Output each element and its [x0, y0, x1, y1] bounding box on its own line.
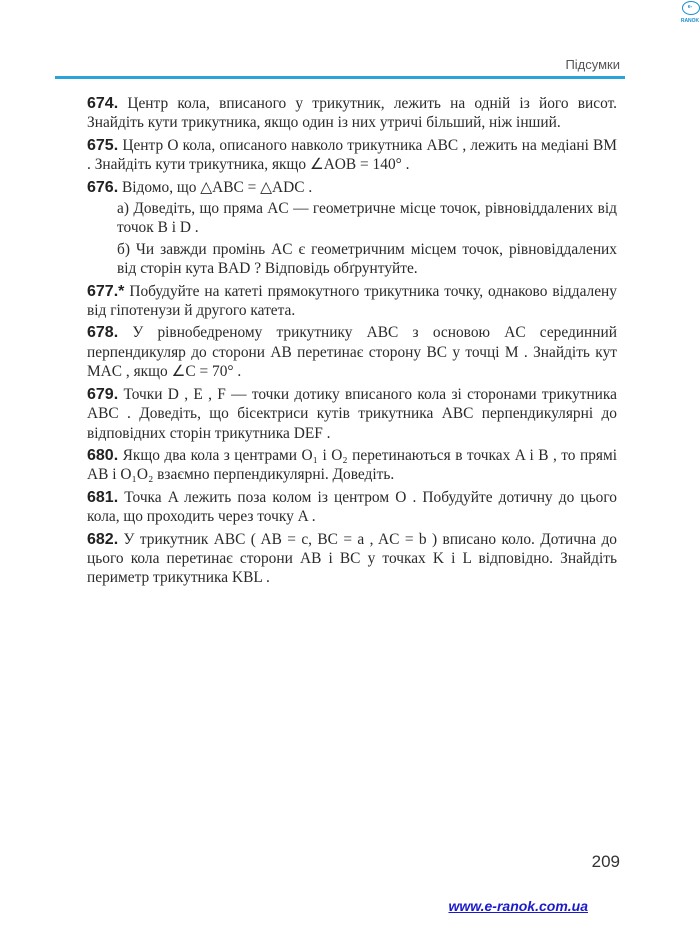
- problem-number: 679.: [87, 385, 119, 403]
- header-divider: [55, 76, 625, 79]
- problem-677: [87, 282, 617, 321]
- problem-text: Побудуйте на катеті прямокутного трикутника точку, однаково віддалену від гіпотенузи й другого катета.: [87, 282, 617, 320]
- section-title: Підсумки: [565, 57, 620, 72]
- problem-number: 681.: [87, 488, 119, 506]
- problem-number: 675.: [87, 136, 119, 154]
- problem-part-a: а) Доведіть, що пряма AC — геометричне місце точок, рівновіддалених від точок B і D .: [117, 200, 617, 237]
- problem-text: Точки D , E , F — точки дотику вписаного кола зі сторонами трикутника ABC . Доведіть, що бісектриси кутів трикутника ABC перпендикулярні до відповідних сторін трикутника DEF .: [87, 385, 617, 442]
- problem-675: [87, 136, 617, 175]
- problem-682: [87, 530, 617, 588]
- problem-text: Якщо два кола з центрами O₁ і O₂ перетинаються в точках A і B , то прямі AB і O₁O₂ взаємно перпендикулярні. Доведіть.: [87, 446, 617, 484]
- problem-text: Центр кола, вписаного у трикутник, лежить на одній із його висот. Знайдіть кути трикутника, якщо один із них утричі більший, ніж інший.: [87, 95, 617, 132]
- problem-part-b: б) Чи завжди промінь AC є геометричним місцем точок, рівновіддалених від сторін кута BAD ? Відповідь обґрунтуйте.: [117, 240, 617, 278]
- publisher-logo: e-RANOK: [680, 0, 700, 14]
- website-link[interactable]: www.e-ranok.com.ua: [448, 898, 588, 914]
- problem-681: [87, 488, 617, 527]
- problem-678: [87, 323, 617, 381]
- problem-number: 676.: [87, 178, 119, 196]
- page-number: 209: [591, 852, 620, 871]
- problem-680: [87, 446, 617, 485]
- problem-text: Центр O кола, описаного навколо трикутника ABC , лежить на медіані BM . Знайдіть кути трикутника, якщо ∠AOB = 140° .: [87, 136, 617, 174]
- problem-text: Відомо, що △ABC = △ADC .: [122, 178, 313, 196]
- problem-number: 680.: [87, 446, 119, 464]
- problem-number: 678.: [87, 324, 119, 342]
- problem-number: 677.*: [87, 282, 125, 300]
- problem-number: 682.: [87, 530, 119, 548]
- problem-679: [87, 385, 617, 443]
- problem-text: У рівнобедреному трикутнику ABC з основою AC серединний перпендикуляр до сторони AB перетинає сторону BC у точці M . Знайдіть кут MAC , якщо ∠C = 70° .: [87, 324, 617, 381]
- problem-text: Точка A лежить поза колом із центром O . Побудуйте дотичну до цього кола, що проходить через точку A .: [87, 488, 617, 526]
- problem-number: 674.: [87, 95, 119, 112]
- problem-text: У трикутник ABC ( AB = c, BC = a , AC = b ) вписано коло. Дотична до цього кола перетинає сторони AB і BC у точках K і L відповідно. Знайдіть периметр трикутника KBL .: [87, 530, 617, 587]
- problem-676: [87, 178, 617, 279]
- problem-674: [87, 94, 617, 133]
- problem-list: [87, 94, 617, 591]
